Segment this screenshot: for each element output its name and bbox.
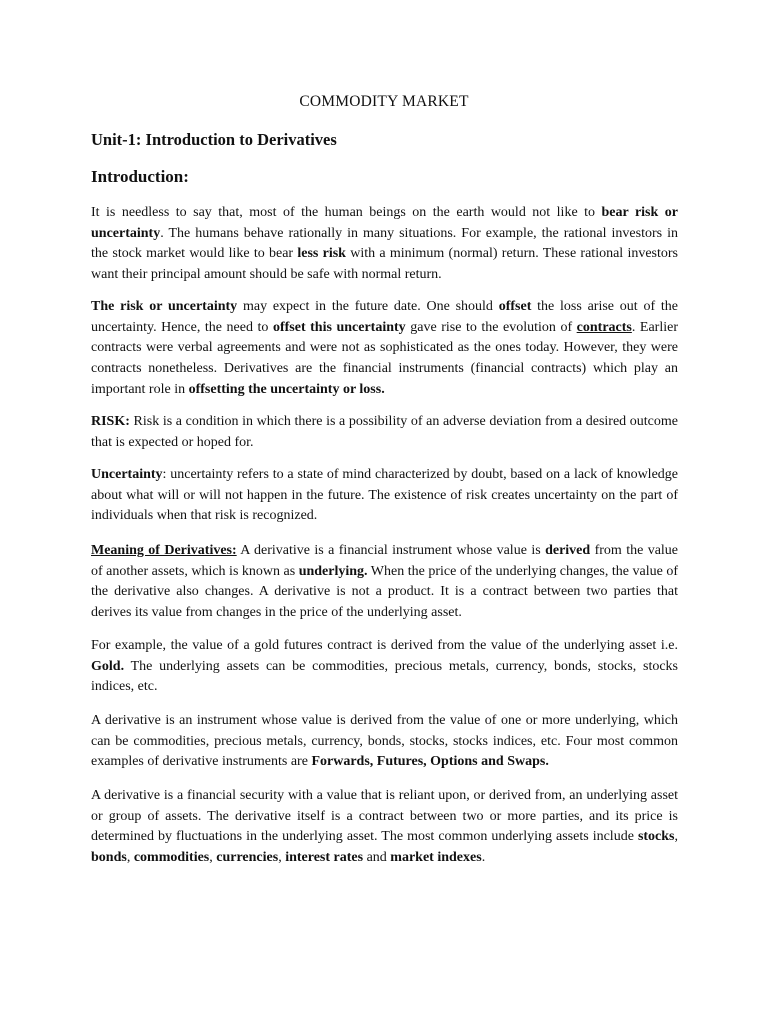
bold-term: less risk [297,246,346,262]
text-run: with a minimum (normal) return. These rational investors want their principal amount should be safe with normal return. [91,246,678,283]
paragraph-risk-definition [91,412,678,453]
document-title: COMMODITY MARKET [299,93,469,110]
bold-term: commodities [133,850,210,866]
bold-term: Forwards, Futures, Options and Swaps. [311,754,549,770]
paragraph-uncertainty-definition [91,465,678,527]
text-run: . [481,850,486,866]
text-run: from the value of another assets, which is known as [91,543,679,579]
bold-term: currencies [216,850,279,866]
bold-term: offset this uncertainty [272,319,406,335]
text-run: A derivative is an instrument whose value is derived from the value of one or more underlying, which can be commodities, precious metals, currency, bonds, stocks, stocks indices, etc. Four most common examples of derivative instruments are [91,713,678,770]
bold-term: offsetting the uncertainty or loss. [188,381,385,397]
bold-term: interest rates [285,850,364,866]
bold-term: Uncertainty [91,467,163,482]
text-run: , [278,850,286,866]
text-run: : uncertainty refers to a state of mind characterized by doubt, based on a lack of knowledge about what will or will not happen in the future. The existence of risk creates uncertainty on the part of individuals when that risk is recognized. [91,467,678,524]
text-run: , [126,850,134,866]
unit-heading: Unit-1: Introduction to Derivatives [91,130,337,149]
text-run: the loss arise out of the uncertainty. Hence, the need to [91,299,678,335]
text-run: The underlying assets can be commodities, precious metals, currency, bonds, stocks, stocks indices, etc. [91,658,678,695]
text-run: may expect in the future date. One should [237,299,499,314]
text-run: and [363,850,391,866]
text-run: It is needless to say that, most of the human beings on the earth would not like to [91,205,602,220]
paragraph-financial-security [91,786,678,869]
introduction-heading: Introduction: [91,167,189,186]
bold-term: underlying. [298,563,368,579]
text-run: When the price of the underlying changes, the value of the derivative also changes. A derivative is not a product. It is a contract between two parties that derives its value from changes in the price of the underlying asset. [91,563,678,621]
paragraph-gold-example [91,636,678,698]
bold-term: bear risk or uncertainty [91,205,678,241]
text-run: gave rise to the evolution of [405,319,577,335]
paragraph-meaning-of-derivatives [91,541,678,624]
text-run: A derivative is a financial instrument whose value is [236,543,546,558]
text-run: Risk is a condition in which there is a possibility of an adverse deviation from a desired outcome that is expected or hoped for. [91,414,678,450]
text-run: . The humans behave rationally in many situations. For example, the rational investors in the stock market would like to bear [91,225,678,262]
bold-term: contracts [576,319,632,335]
text-run: For example, the value of a gold futures contract is derived from the value of the underlying asset i.e. [91,638,678,653]
bold-term: derived [545,543,591,558]
bold-term: stocks [637,829,675,845]
paragraph-risk-uncertainty [91,297,678,401]
bold-term: Gold. [91,658,125,674]
bold-term: Meaning of Derivatives: [91,543,237,558]
paragraph-bear-risk [91,203,678,286]
text-run: , [209,850,217,866]
bold-term: offset [498,299,532,314]
text-run: , [674,829,678,845]
text-run: . Earlier contracts were verbal agreements and were not as sophisticated as the ones today. However, they were contracts nonetheless. Derivatives are the financial instruments (financial contracts) which play an important role in [91,319,678,397]
bold-term: The risk or uncertainty [91,299,238,314]
paragraph-derivative-instruments [91,711,678,773]
bold-term: RISK: [91,414,130,429]
bold-term: market indexes [390,850,482,866]
text-run: A derivative is a financial security with a value that is reliant upon, or derived from, an underlying asset or group of assets. The derivative itself is a contract between two or more parties, and its price is determined by fluctuations in the underlying asset. The most common underlying assets include [91,788,678,845]
bold-term: bonds [91,850,127,866]
